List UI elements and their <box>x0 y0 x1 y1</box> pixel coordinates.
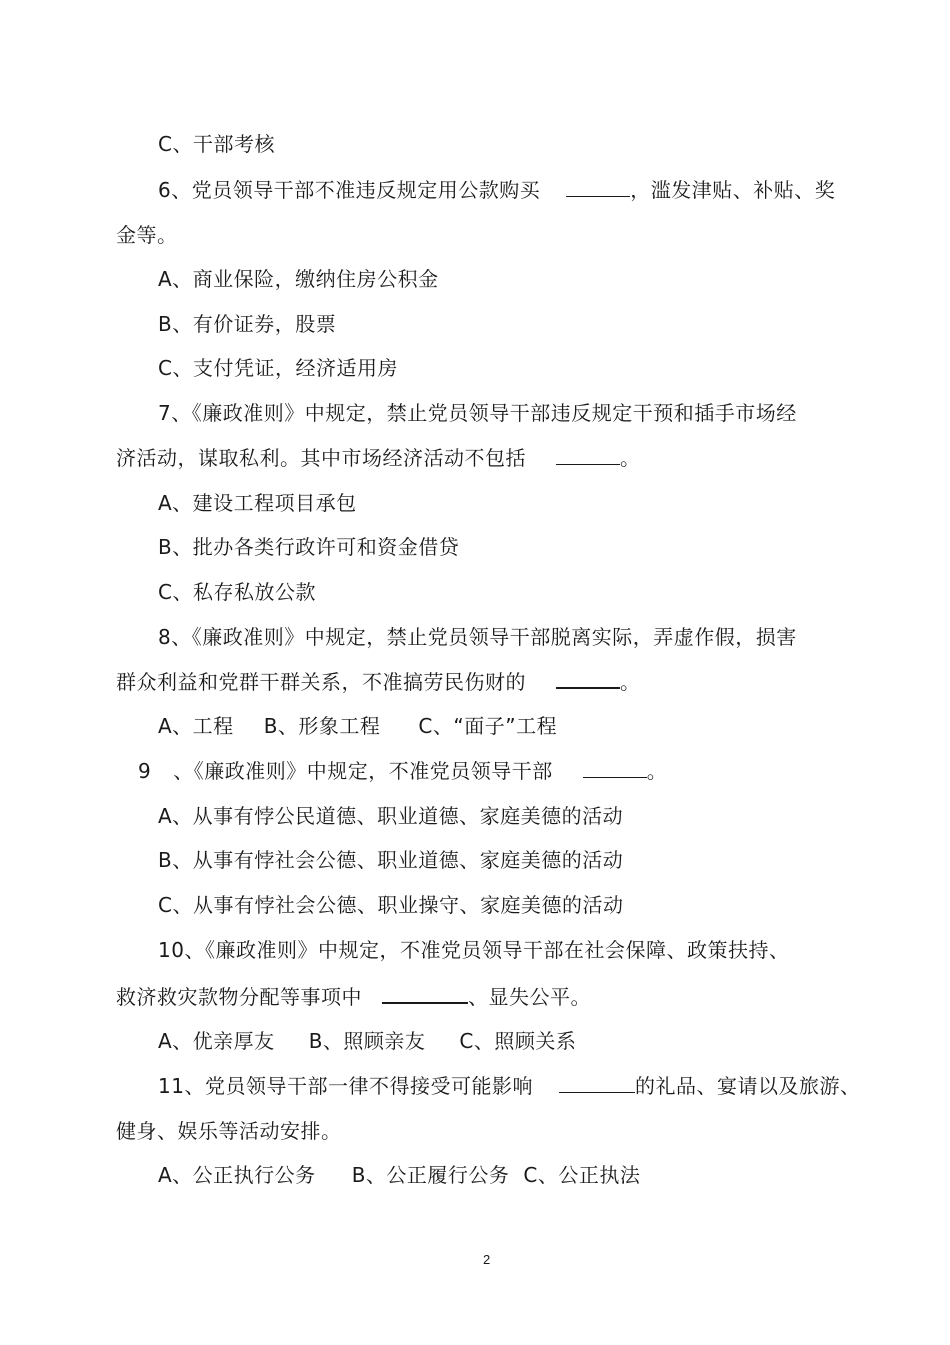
question-10-end: 、显失公平。 <box>468 985 591 1009</box>
question-6-text: 6、党员领导干部不准违反规定用公款购买 <box>158 178 541 202</box>
question-9-option-b: B、从事有悖社会公德、职业道德、家庭美德的活动 <box>158 848 624 872</box>
answer-blank <box>583 759 647 778</box>
question-8-option-a: A、工程 <box>158 714 234 738</box>
question-6-option-c: C、支付凭证，经济适用房 <box>158 356 398 380</box>
question-8-line-1: 8、《廉政准则》中规定，禁止党员领导干部脱离实际，弄虚作假，损害 <box>158 625 797 649</box>
question-6-line-1 <box>158 176 835 204</box>
question-7-end: 。 <box>620 446 641 470</box>
question-9-text: 、《廉政准则》中规定，不准党员领导干部 <box>173 759 553 783</box>
question-11-line-1 <box>158 1072 860 1100</box>
question-10-option-b: B、照顾亲友 <box>308 1029 426 1053</box>
question-9-option-a: A、从事有悖公民道德、职业道德、家庭美德的活动 <box>158 804 624 828</box>
question-7-text: 济活动，谋取私利。其中市场经济活动不包括 <box>116 446 526 470</box>
question-6-text-cont: ，滥发津贴、补贴、奖 <box>630 178 836 202</box>
question-10-option-a: A、优亲厚友 <box>158 1029 275 1053</box>
question-9-end: 。 <box>646 759 668 783</box>
question-6-option-b: B、有价证券，股票 <box>158 312 337 336</box>
question-8-line-2 <box>116 668 641 696</box>
page-number: 2 <box>483 1252 491 1267</box>
question-8-text: 群众利益和党群干群关系，不准搞劳民伤财的 <box>116 670 526 694</box>
question-11-options <box>158 1161 640 1189</box>
question-8-option-b: B、形象工程 <box>263 714 381 738</box>
question-7-option-c: C、私存私放公款 <box>158 580 316 604</box>
option-c-cadre-assessment: C、干部考核 <box>158 132 275 156</box>
question-8-end: 。 <box>620 670 641 694</box>
question-11-option-b: B、公正履行公务 <box>351 1163 510 1187</box>
question-10-option-c: C、照顾关系 <box>459 1029 577 1053</box>
question-10-options <box>158 1027 576 1055</box>
question-10-text: 救济救灾款物分配等事项中 <box>116 985 362 1009</box>
question-9-line-1 <box>138 757 667 785</box>
question-10-line-2 <box>116 983 591 1011</box>
question-8-options <box>158 712 557 740</box>
answer-blank <box>382 984 468 1004</box>
question-8-option-c: C、“面子”工程 <box>418 714 558 738</box>
question-11-text: 11、党员领导干部一律不得接受可能影响 <box>158 1074 533 1098</box>
question-6-line-2: 金等。 <box>116 223 178 247</box>
question-7-option-a: A、建设工程项目承包 <box>158 491 357 515</box>
question-7-option-b: B、批办各类行政许可和资金借贷 <box>158 535 460 559</box>
answer-blank <box>559 1074 635 1093</box>
answer-blank <box>566 178 630 197</box>
answer-blank <box>556 446 620 465</box>
question-9-option-c: C、从事有悖社会公德、职业操守、家庭美德的活动 <box>158 893 624 917</box>
question-11-option-c: C、公正执法 <box>523 1163 641 1187</box>
question-11-option-a: A、公正执行公务 <box>158 1163 316 1187</box>
question-7-line-1: 7、《廉政准则》中规定，禁止党员领导干部违反规定干预和插手市场经 <box>158 401 797 425</box>
question-11-line-2: 健身、娱乐等活动安排。 <box>116 1119 342 1143</box>
question-7-line-2 <box>116 444 641 472</box>
question-11-text-cont: 的礼品、宴请以及旅游、 <box>634 1074 861 1098</box>
question-6-option-a: A、商业保险，缴纳住房公积金 <box>158 267 439 291</box>
question-10-line-1: 10、《廉政准则》中规定，不准党员领导干部在社会保障、政策扶持、 <box>158 938 790 962</box>
question-9-number: 9 <box>138 759 152 783</box>
answer-blank <box>556 669 620 689</box>
